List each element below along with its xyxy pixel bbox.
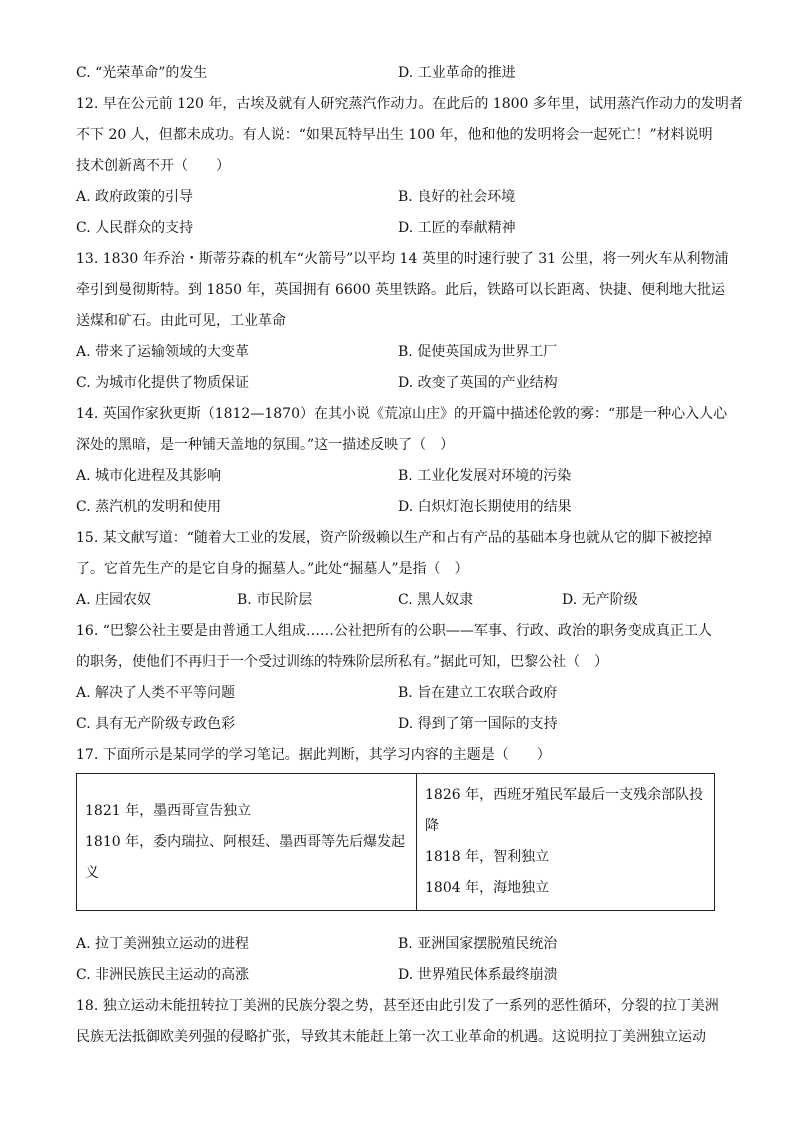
q17-option-c[interactable]: C. 非洲民族民主运动的高涨 — [76, 967, 250, 983]
question-14 — [76, 399, 728, 523]
q15-stem-line-1: 15. 某文献写道：“随着大工业的发展，资产阶级赖以生产和占有产品的基础本身也就从它的脚下被挖掉 — [76, 530, 712, 546]
question-17 — [76, 740, 716, 991]
q12-option-b[interactable]: B. 良好的社会环境 — [398, 189, 516, 205]
notes-left-line-3: 义 — [85, 864, 99, 881]
q16-stem-line-1: 16. “巴黎公社主要是由普通工人组成……公社把所有的公职——军事、行政、政治的职务变成真正工人 — [76, 623, 712, 639]
q12-option-c[interactable]: C. 人民群众的支持 — [76, 220, 194, 236]
q13-option-b[interactable]: B. 促使英国成为世界工厂 — [398, 344, 558, 360]
exam-page — [76, 58, 743, 1053]
q11-option-d[interactable]: D. 工业革命的推进 — [398, 65, 516, 81]
notes-right-line-1: 1826 年，西班牙殖民军最后一支残余部队投 — [425, 787, 704, 803]
q16-stem-line-2: 的职务，使他们不再归于一个受过训练的特殊阶层所私有。”据此可知，巴黎公社（ ） — [76, 654, 609, 670]
q16-options-cd — [76, 709, 716, 740]
q17-option-a[interactable]: A. 拉丁美洲独立运动的进程 — [76, 936, 250, 952]
q15-options — [76, 585, 716, 616]
question-18 — [76, 991, 719, 1053]
q13-stem-line-2: 牵引到曼彻斯特。到 1850 年，英国拥有 6600 英里铁路。此后，铁路可以长距离、快捷、便利地大批运 — [76, 282, 726, 298]
q12-options-ab — [76, 182, 716, 213]
q16-option-c[interactable]: C. 具有无产阶级专政色彩 — [76, 716, 236, 732]
q16-option-a[interactable]: A. 解决了人类不平等问题 — [76, 685, 236, 701]
q15-option-b[interactable]: B. 市民阶层 — [237, 592, 313, 608]
q12-stem-line-2: 不下 20 人，但都未成功。有人说：“如果瓦特早出生 100 年，他和他的发明将会一起死亡！”材料说明 — [76, 127, 713, 143]
q14-option-d[interactable]: D. 白炽灯泡长期使用的结果 — [398, 499, 572, 515]
q17-option-b[interactable]: B. 亚洲国家摆脱殖民统治 — [398, 936, 558, 952]
q14-option-b[interactable]: B. 工业化发展对环境的污染 — [398, 468, 572, 484]
notes-left-cell — [77, 774, 417, 911]
question-13 — [76, 244, 729, 399]
q11-options-cd — [76, 58, 716, 89]
q13-options-cd — [76, 368, 716, 399]
q14-options-ab — [76, 461, 716, 492]
notes-left-line-1: 1821 年，墨西哥宣告独立 — [85, 802, 252, 819]
q17-stem: 17. 下面所示是某同学的学习笔记。据此判断，其学习内容的主题是（ ） — [76, 747, 551, 763]
study-notes-table — [76, 773, 715, 911]
question-16 — [76, 616, 716, 740]
q14-options-cd — [76, 492, 716, 523]
q13-stem-line-3: 送煤和矿石。由此可见，工业革命 — [76, 313, 286, 329]
q14-option-a[interactable]: A. 城市化进程及其影响 — [76, 468, 222, 484]
q14-stem-line-2: 深处的黑暗，是一种铺天盖地的氛围。”这一描述反映了（ ） — [76, 437, 455, 453]
q15-option-d[interactable]: D. 无产阶级 — [562, 592, 638, 608]
q11-option-c[interactable]: C. “光荣革命”的发生 — [76, 65, 208, 81]
q15-option-c[interactable]: C. 黑人奴隶 — [398, 592, 474, 608]
q16-options-ab — [76, 678, 716, 709]
q12-options-cd — [76, 213, 716, 244]
q12-option-d[interactable]: D. 工匠的奉献精神 — [398, 220, 516, 236]
question-12 — [76, 89, 743, 244]
q12-option-a[interactable]: A. 政府政策的引导 — [76, 189, 194, 205]
notes-right-line-3: 1818 年，智利独立 — [425, 849, 550, 865]
q18-stem-line-1: 18. 独立运动未能扭转拉丁美洲的民族分裂之势，甚至还由此引发了一系列的恶性循环，分裂的拉丁美洲 — [76, 998, 719, 1014]
q13-option-d[interactable]: D. 改变了英国的产业结构 — [398, 375, 558, 391]
q17-options-ab — [76, 929, 716, 960]
question-15 — [76, 523, 716, 616]
q16-option-b[interactable]: B. 旨在建立工农联合政府 — [398, 685, 558, 701]
notes-right-cell — [417, 774, 715, 911]
notes-right-line-2: 降 — [425, 818, 439, 834]
q18-stem-line-2: 民族无法抵御欧美列强的侵略扩张，导致其未能赶上第一次工业革命的机遇。这说明拉丁美洲独立运动 — [76, 1029, 706, 1045]
q13-option-c[interactable]: C. 为城市化提供了物质保证 — [76, 375, 250, 391]
q12-stem-line-1: 12. 早在公元前 120 年，古埃及就有人研究蒸汽作动力。在此后的 1800 多年里，试用蒸汽作动力的发明者 — [76, 96, 743, 112]
q17-options-cd — [76, 960, 716, 991]
q14-option-c[interactable]: C. 蒸汽机的发明和使用 — [76, 499, 222, 515]
q12-stem-line-3: 技术创新离不开（ ） — [76, 158, 230, 174]
q14-stem-line-1: 14. 英国作家狄更斯（1812—1870）在其小说《荒凉山庄》的开篇中描述伦敦的雾：“那是一种心入人心 — [76, 406, 728, 422]
q13-stem-line-1: 13. 1830 年乔治・斯蒂芬森的机车“火箭号”以平均 14 英里的时速行驶了 31 公里，将一列火车从利物浦 — [76, 251, 729, 267]
q13-option-a[interactable]: A. 带来了运输领域的大变革 — [76, 344, 250, 360]
q15-stem-line-2: 了。它首先生产的是它自身的掘墓人。”此处“掘墓人”是指（ ） — [76, 561, 469, 577]
q16-option-d[interactable]: D. 得到了第一国际的支持 — [398, 716, 558, 732]
q13-options-ab — [76, 337, 716, 368]
notes-left-line-2: 1810 年，委内瑞拉、阿根廷、墨西哥等先后爆发起 — [85, 833, 406, 850]
q15-option-a[interactable]: A. 庄园农奴 — [76, 592, 152, 608]
q17-option-d[interactable]: D. 世界殖民体系最终崩溃 — [398, 967, 558, 983]
notes-right-line-4: 1804 年，海地独立 — [425, 880, 550, 896]
